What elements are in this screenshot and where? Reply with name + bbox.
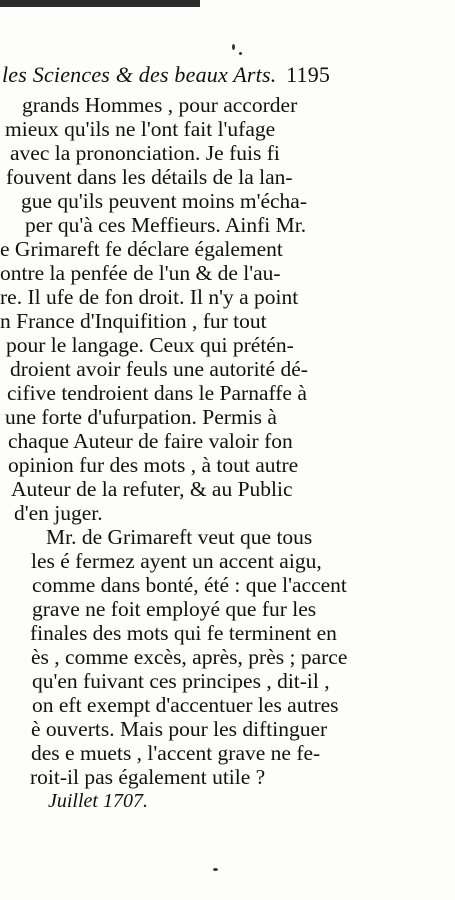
ink-speck xyxy=(232,44,235,50)
text-line: ès , comme excès, après, près ; parce xyxy=(31,645,348,669)
text-line: finales des mots qui fe terminent en xyxy=(30,621,337,645)
text-line: n France d'Inquifition , fur tout xyxy=(0,309,267,333)
text-line: grands Hommes , pour accorder xyxy=(22,93,298,117)
text-line: chaque Auteur de faire valoir fon xyxy=(8,429,293,453)
text-line: opinion fur des mots , à tout autre xyxy=(8,453,299,477)
running-header xyxy=(2,62,442,88)
text-line: re. Il ufe de fon droit. Il n'y a point xyxy=(0,285,299,309)
date-line: Juillet 1707. xyxy=(48,790,148,812)
text-line: les é fermez ayent un accent aigu, xyxy=(31,549,322,573)
text-line: pour le langage. Ceux qui prétén- xyxy=(6,333,294,357)
text-line: mieux qu'ils ne l'ont fait l'ufage xyxy=(5,117,276,141)
text-line: per qu'à ces Meffieurs. Ainfi Mr. xyxy=(25,213,307,237)
text-line: roit-il pas également utile ? xyxy=(30,765,266,789)
text-line: des e muets , l'accent grave ne fe- xyxy=(31,741,321,765)
text-line: on eft exempt d'accentuer les autres xyxy=(32,693,339,717)
text-line: qu'en fuivant ces principes , dit-il , xyxy=(32,669,330,693)
text-line: avec la prononciation. Je fuis fi xyxy=(10,141,280,165)
page-top-edge xyxy=(0,0,200,7)
text-line: gue qu'ils peuvent moins m'écha- xyxy=(21,189,307,213)
running-title: les Sciences & des beaux Arts. xyxy=(2,62,277,87)
text-line: fouvent dans les détails de la lan- xyxy=(6,165,293,189)
text-line: ontre la penfée de l'un & de l'au- xyxy=(0,261,281,285)
text-line: une forte d'ufurpation. Permis à xyxy=(5,405,277,429)
text-line: d'en juger. xyxy=(14,501,103,525)
text-line: Mr. de Grimareft veut que tous xyxy=(46,525,313,549)
text-line: droient avoir feuls une autorité dé- xyxy=(10,357,308,381)
text-line: cifive tendroient dans le Parnaffe à xyxy=(7,381,307,405)
text-line: è ouverts. Mais pour les diftinguer xyxy=(31,717,328,741)
text-line: e Grimareft fe déclare également xyxy=(0,237,283,261)
text-line: comme dans bonté, été : que l'accent xyxy=(32,573,347,597)
text-line: Auteur de la refuter, & au Public xyxy=(11,477,293,501)
page-number: 1195 xyxy=(286,62,331,87)
ink-speck xyxy=(213,868,218,871)
ink-speck xyxy=(239,52,242,55)
text-line: grave ne foit employé que fur les xyxy=(32,597,317,621)
